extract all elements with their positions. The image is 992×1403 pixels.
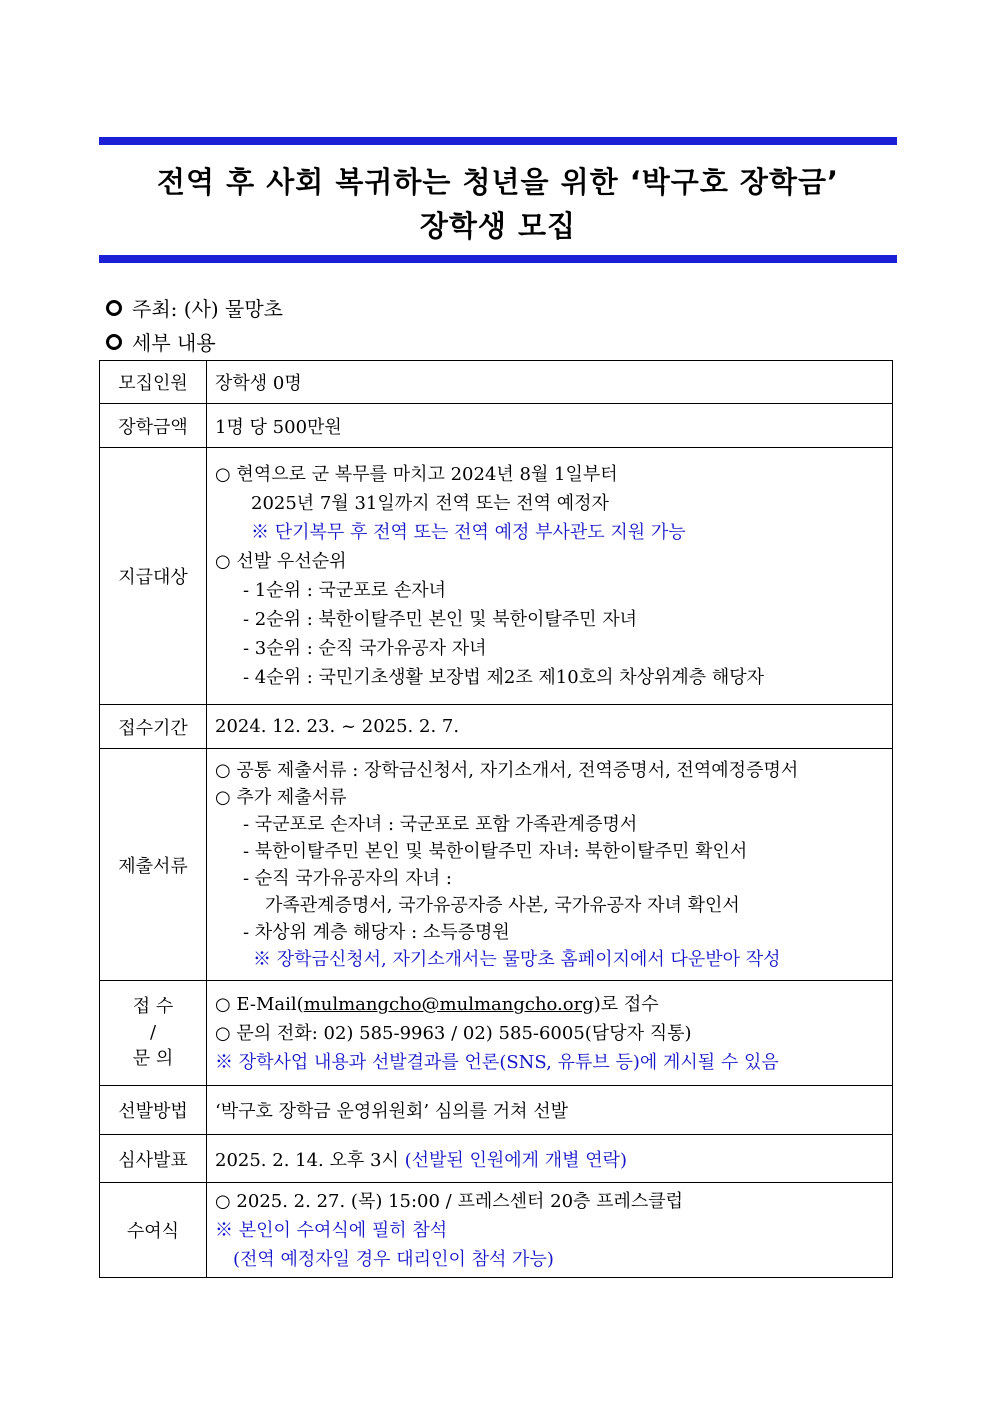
table-row-period [100,705,893,749]
email-link[interactable]: mulmangcho@mulmangcho.org [303,993,594,1015]
contact-label-1: 접 수 [132,996,174,1017]
organizer-text: 주최: (사) 물망초 [132,297,283,321]
table-row-ceremony [100,1183,893,1278]
page-title: 전역 후 사회 복귀하는 청년을 위한 ‘박구호 장학금’ [157,165,839,199]
ceremony-label: 수여식 [100,1183,207,1278]
table-row-contact [100,981,893,1086]
priority-item: - 1순위 : 국군포로 손자녀 [243,580,446,601]
period-value: 2024. 12. 23. ~ 2025. 2. 7. [207,705,893,749]
target-line: 2025년 7월 31일까지 전역 또는 전역 예정자 [251,493,609,514]
docs-line: ○ 추가 제출서류 [215,786,347,808]
target-value [207,448,893,705]
table-row-docs [100,749,893,981]
table-row-announce [100,1135,893,1183]
title-bottom-bar [99,255,897,263]
phone-line: ○ 문의 전화: 02) 585-9963 / 02) 585-6005(담당자 직통) [215,1022,692,1044]
ceremony-value [207,1183,893,1278]
recruit-value: 장학생 0명 [207,361,893,404]
contact-label [100,981,207,1086]
docs-label: 제출서류 [100,749,207,981]
table-row-method [100,1086,893,1135]
email-suffix: )로 접수 [593,993,659,1015]
contact-label-3: 문 의 [132,1048,174,1069]
method-value: ‘박구호 장학금 운영위원회’ 심의를 거쳐 선발 [207,1086,893,1135]
ceremony-note: (전역 예정자일 경우 대리인이 참석 가능) [233,1248,554,1270]
details-table [99,360,893,1278]
amount-value: 1명 당 500만원 [207,404,893,448]
page-subtitle: 장학생 모집 [419,209,577,243]
contact-value [207,981,893,1086]
table-row-amount [100,404,893,448]
circle-bullet-icon [106,300,122,316]
docs-note: ※ 장학금신청서, 자기소개서는 물망초 홈페이지에서 다운받아 작성 [253,948,781,970]
recruit-label: 모집인원 [100,361,207,404]
priority-heading: ○ 선발 우선순위 [215,551,347,572]
docs-line: ○ 공통 제출서류 : 장학금신청서, 자기소개서, 전역증명서, 전역예정증명서 [215,759,799,781]
ceremony-note: ※ 본인이 수여식에 필히 참석 [215,1219,448,1241]
organizer-line [106,293,283,322]
docs-value [207,749,893,981]
target-label: 지급대상 [100,448,207,705]
circle-bullet-icon [106,334,122,350]
docs-line: - 북한이탈주민 본인 및 북한이탈주민 자녀: 북한이탈주민 확인서 [243,840,748,862]
target-line: ○ 현역으로 군 복무를 마치고 2024년 8월 1일부터 [215,464,618,485]
announce-value [207,1135,893,1183]
amount-label: 장학금액 [100,404,207,448]
docs-line: - 차상위 계층 해당자 : 소득증명원 [243,921,510,943]
ceremony-line: ○ 2025. 2. 27. (목) 15:00 / 프레스센터 20층 프레스클럽 [215,1190,684,1212]
priority-item: - 2순위 : 북한이탈주민 본인 및 북한이탈주민 자녀 [243,609,638,630]
method-label: 선발방법 [100,1086,207,1135]
table-row-target [100,448,893,705]
period-label: 접수기간 [100,705,207,749]
announce-label: 심사발표 [100,1135,207,1183]
docs-line: 가족관계증명서, 국가유공자증 사본, 국가유공자 자녀 확인서 [265,894,740,916]
table-row-recruit [100,361,893,404]
contact-notice: ※ 장학사업 내용과 선발결과를 언론(SNS, 유튜브 등)에 게시될 수 있음 [215,1051,779,1073]
contact-label-2: / [149,1022,157,1043]
target-note: ※ 단기복무 후 전역 또는 전역 예정 부사관도 지원 가능 [251,522,686,543]
docs-line: - 순직 국가유공자의 자녀 : [243,867,452,889]
announce-date: 2025. 2. 14. 오후 3시 [215,1149,405,1171]
email-prefix: ○ E-Mail( [215,993,304,1015]
details-line [106,327,216,356]
email-line [215,990,888,1019]
announce-note: (선발된 인원에게 개별 연락) [404,1149,628,1171]
priority-item: - 3순위 : 순직 국가유공자 자녀 [243,638,487,659]
title-top-bar [99,137,897,145]
priority-item: - 4순위 : 국민기초생활 보장법 제2조 제10호의 차상위계층 해당자 [243,667,765,688]
docs-line: - 국군포로 손자녀 : 국군포로 포함 가족관계증명서 [243,813,638,835]
details-text: 세부 내용 [132,331,216,355]
